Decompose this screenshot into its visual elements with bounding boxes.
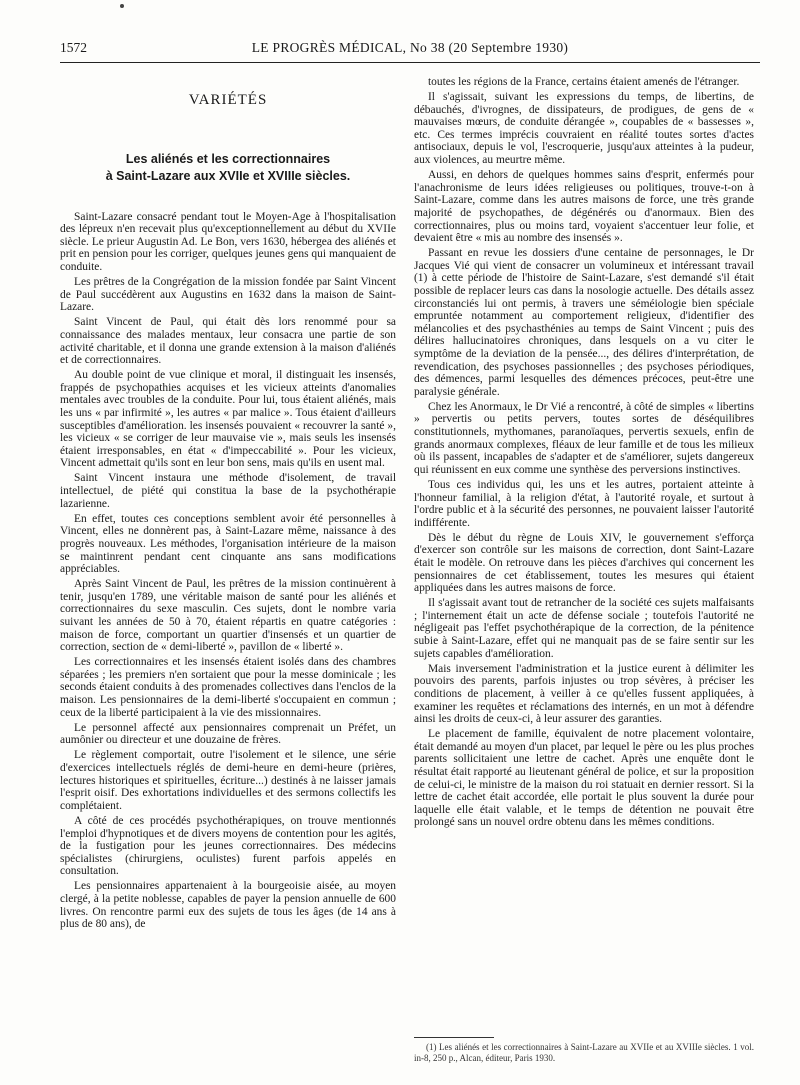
paragraph: Les pensionnaires appartenaient à la bourgeoisie aisée, au moyen clergé, à la petite noblesse, capables de payer la pension annuelle de 600 livres. On rencontre parmi eux des sujets de tous les âges (de 14 ans à plus de 80 ans), de [60, 880, 396, 931]
paragraph: En effet, toutes ces conceptions semblent avoir été personnelles à Vincent, elles ne donnèrent pas, à Saint-Lazare même, naissance à des progrès nouveaux. Les méthodes, l'organisation intérieure de la maison se maintinrent pendant cent cinquante ans sans modifications appréciables. [60, 512, 396, 576]
paragraph: Le personnel affecté aux pensionnaires comprenait un Préfet, un aumônier ou directeur et une douzaine de frères. [60, 721, 396, 747]
page-number: 1572 [60, 40, 87, 55]
paragraph: Les prêtres de la Congrégation de la mission fondée par Saint Vincent de Paul succédèrent aux Augustins en 1632 dans la maison de Saint-Lazare. [60, 276, 396, 314]
article-title [60, 151, 396, 185]
right-body [414, 76, 754, 829]
paragraph: Tous ces individus qui, les uns et les autres, portaient atteinte à l'honneur familial, à la religion d'état, à l'autorité royale, et surtout à l'ordre public et à la sécurité des personnes, ne pouvaient laisser l'autorité indifférente. [414, 478, 754, 529]
paragraph: Au double point de vue clinique et moral, il distinguait les insensés, frappés de psychopathies acquises et les vicieux atteints d'anomalies mentales avec troubles de la conduite. Pour lui, tous étaient aliénés, mais les uns « par infirmité », les autres « par malice ». Tous étaient d'ailleurs susceptibles d'amélioration. les insensés pouvaient « recouvrer la santé », les vicieux « se corriger de leur mauvaise vie », mais seuls les insensés étaient irresponsables, en état « d'impeccabilité ». Pour les vicieux, Vincent admettait qu'ils sont en leur bon sens, mais qu'ils en usent mal. [60, 369, 396, 470]
page-speck [120, 4, 124, 8]
paragraph: Dès le début du règne de Louis XIV, le gouvernement s'efforça d'exercer son contrôle sur les maisons de correction, dont Saint-Lazare était le modèle. On retrouve dans les pièces d'archives qui concernent les pensionnaires de cet établissement, toutes les mesures qui étaient appliquées dans les autres maisons de force. [414, 531, 754, 595]
paragraph: Passant en revue les dossiers d'une centaine de personnages, le Dr Jacques Vié qui vient de consacrer un volumineux et intéressant travail (1) à cette période de l'histoire de Saint-Lazare, s'est demandé s'il était possible de replacer leurs cas dans la nosologie actuelle. Des détails assez circonstanciés lui ont permis, à travers une séméiologie bien spéciale empruntée notamment au comportement religieux, d'identifier des mélancolies et des psychasthénies au temps de Saint Vincent ; puis des délires hallucinatoires chroniques, dans lesquels on a vu citer le symptôme de la deviation de la pensée..., des délires d'interprétation, de revendication, des psychoses passionnelles ; des psychoses périodiques, des démences, parmi lesquelles des démences précoces, peut-être une paralysie générale. [414, 247, 754, 398]
footnote-rule [414, 1037, 494, 1038]
paragraph: Il s'agissait avant tout de retrancher de la société ces sujets malfaisants ; l'internement était un acte de défense sociale ; toutefois l'autorité ne négligeait pas l'effet psychothérapique de la correction, de la pénitence subie à Saint-Lazare, effet qui ne manquait pas de se faire sentir sur les sujets capables d'amélioration. [414, 597, 754, 660]
journal-title: LE PROGRÈS MÉDICAL, No 38 (20 Septembre 1930) [251, 40, 569, 55]
paragraph: toutes les régions de la France, certains étaient amenés de l'étranger. [428, 76, 740, 88]
header-rule [60, 62, 760, 63]
paragraph: Le placement de famille, équivalent de notre placement volontaire, était demandé au moyen d'un placet, par lequel le père ou les plus proches parents sollicitaient une lettre de cachet. Après une enquête dont le résultat était rapporté au lieutenant général de police, et sur la proposition de celui-ci, le ministre de la maison du roi statuait en dernier ressort. Si la lettre de cachet était accordée, elle portait le plus souvent la durée pour laquelle elle était valable, et le temps de détention ne pouvait être prolongé sans un nouvel ordre obtenu dans les mêmes conditions. [414, 728, 754, 829]
paragraph: Le règlement comportait, outre l'isolement et le silence, une série d'exercices intellectuels réglés de demi-heure en demi-heure (prières, lectures historiques et spirituelles, écriture...) destinés à ne laisser jamais l'esprit oisif. Des exhortations individuelles et des sermons collectifs les complétaient. [60, 749, 396, 812]
paragraph: Après Saint Vincent de Paul, les prêtres de la mission continuèrent à tenir, jusqu'en 1789, une véritable maison de santé pour les aliénés et correctionnaires du sexe masculin. Ces sujets, dont le nombre varia suivant les années de 50 à 70, étaient répartis en quatre catégories : maison de force, comportant un quartier d'insensés et un quartier de correction, section de « demi-liberté », pavillon de « liberté ». [60, 578, 396, 654]
article-title-line2: à Saint-Lazare aux XVIIe et XVIIIe siècles. [105, 168, 351, 183]
running-header [60, 40, 760, 58]
paragraph: Les correctionnaires et les insensés étaient isolés dans des chambres séparées ; les premiers n'en sortaient que pour la messe dominicale ; les seconds étaient conduits à des promenades collectives dans l'enclos de la maison. Les pensionnaires de la demi-liberté s'occupaient en commun ; ceux de la liberté participaient à la vie des missionnaires. [60, 656, 396, 719]
section-heading: VARIÉTÉS [188, 92, 268, 108]
paragraph: A côté de ces procédés psychothérapiques, on trouve mentionnés l'emploi d'hypnotiques et de divers moyens de contention pour les agités, de la fustigation pour les jeunes correctionnaires. Des médecins spécialistes (chirurgiens, oculistes) furent parfois appelés en consultation. [60, 814, 396, 878]
right-column [414, 76, 754, 831]
paragraph: Mais inversement l'administration et la justice eurent à délimiter les pouvoirs des parents, parfois injustes ou trop sévères, à préciser les conditions de placement, à veiller à ce qu'elles fussent appliquées, à examiner les requêtes et réclamations des internés, en un mot à défendre ainsi les droits de ceux-ci, à leur assurer des garanties. [414, 662, 754, 726]
left-body [60, 211, 396, 931]
paragraph: Saint Vincent de Paul, qui était dès lors renommé pour sa connaissance des malades mentaux, leur consacra une partie de son activité charitable, et il donna une grande extension à la maison d'aliénés et de correctionnaires. [60, 316, 396, 367]
paragraph: Aussi, en dehors de quelques hommes sains d'esprit, enfermés pour l'anachronisme de leurs idées religieuses ou politiques, trouve-t-on à Saint-Lazare, comme dans les autres maisons de force, une très grande majorité de psychopathes, de dégénérés ou d'anormaux. Bien des correctionnaires, plus ou moins tard, voyaient s'accentuer leur folie, et devaient être « mis au nombre des insensés ». [414, 169, 754, 245]
paragraph: Chez les Anormaux, le Dr Vié a rencontré, à côté de simples « libertins » pervertis ou petits pervers, toutes sortes de déséquilibres constitutionnels, mythomanes, paranoïaques, pervertis sexuels, enfin de grands anormaux complexes, fléaux de leur famille et de tous les milieux où ils passent, incapables de s'adapter et de s'améliorer, sujets dangereux qui réunissent en eux comme une synthèse des perversions instinctives. [414, 400, 754, 476]
footnote: (1) Les aliénés et les correctionnaires à Saint-Lazare au XVIIe et au XVIIIe siècles. 1 vol. in-8, 250 p., Alcan, éditeur, Paris 1930. [414, 1042, 754, 1063]
article-title-line1: Les aliénés et les correctionnaires [125, 151, 331, 166]
left-column [60, 76, 396, 933]
paragraph: Saint Vincent instaura une méthode d'isolement, de travail intellectuel, de piété qui constitua la base de la psychothérapie lazarienne. [60, 472, 396, 510]
paragraph: Il s'agissait, suivant les expressions du temps, de libertins, de débauchés, d'ivrognes, de dissipateurs, de prodigues, de gens de « mauvaises mœurs, de conduite dérangée », coupables de « bassesses », etc. Ces termes imprécis couvraient en réalité toutes sortes d'actes antisociaux, depuis le vol, l'escroquerie, jusqu'aux atteintes à la pudeur, aux violences, au meurtre même. [414, 91, 754, 167]
paragraph: Saint-Lazare consacré pendant tout le Moyen-Age à l'hospitalisation des lépreux n'en recevait plus qu'exceptionnellement au début du XVIIe siècle. Le prieur Augustin Ad. Le Bon, vers 1630, hébergea des aliénés et prit en pension pour les corriger, quelques jeunes gens qui manquaient de conduite. [60, 210, 396, 273]
